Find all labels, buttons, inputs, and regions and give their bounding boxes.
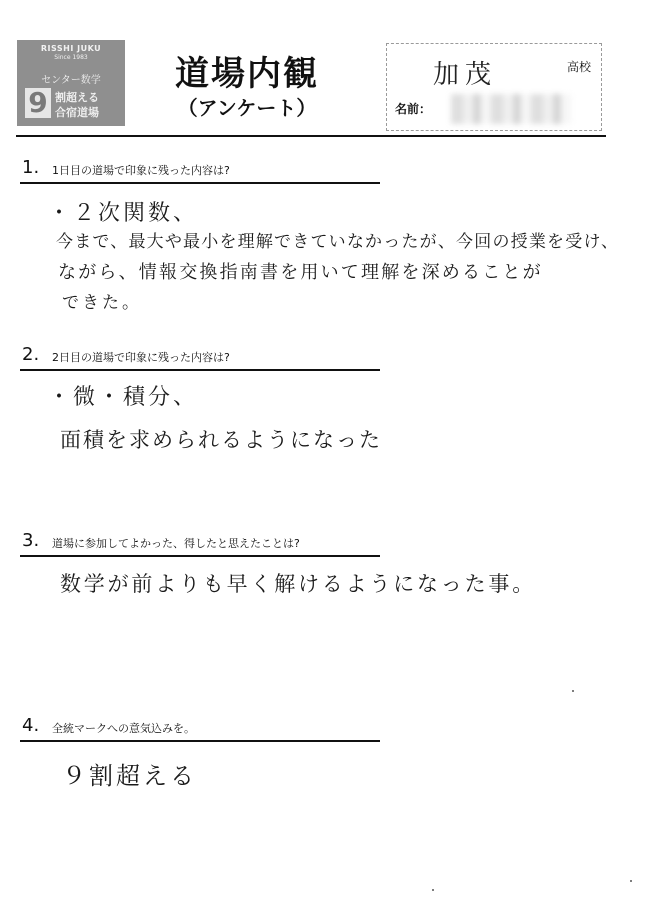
page-subtitle: （アンケート） <box>177 96 317 120</box>
question-number: 3. <box>22 530 40 551</box>
logo-sub-text: センター数学 <box>41 75 101 86</box>
answer-2-line-1: ・微・積分、 <box>48 385 199 410</box>
logo-since-text: Since 1983 <box>54 54 88 61</box>
juku-logo <box>17 40 125 126</box>
scan-speck <box>432 889 434 891</box>
question-rule <box>20 369 380 371</box>
question-rule <box>20 555 380 557</box>
logo-tag-line-2: 合宿道場 <box>55 106 99 119</box>
answer-3-line-1: 数学が前よりも早く解けるようになった事。 <box>60 572 536 596</box>
page-title: 道場内観 <box>175 54 319 94</box>
question-number: 2. <box>22 344 40 365</box>
name-box <box>386 43 602 131</box>
logo-nine-mark: 9 <box>25 88 51 118</box>
logo-tag-line-1: 割超える <box>55 91 99 104</box>
answer-1-line-3: ながら、情報交換指南書を用いて理解を深めることが <box>58 262 543 283</box>
answer-1-line-4: できた。 <box>62 293 142 313</box>
question-rule <box>20 182 380 184</box>
question-text: 2日目の道場で印象に残った内容は? <box>52 351 230 364</box>
question-text: 道場に参加してよかった、得したと思えたことは? <box>52 537 300 550</box>
logo-top-text: RISSHI JUKU <box>40 44 102 53</box>
question-number: 1. <box>22 157 40 178</box>
scan-speck <box>630 880 632 882</box>
answer-1-line-2: 今まで、最大や最小を理解できていなかったが、今回の授業を受け、 <box>56 232 620 252</box>
header-divider <box>16 135 606 137</box>
question-text: 全統マークへの意気込みを。 <box>52 722 195 735</box>
name-label: 名前： <box>395 102 432 116</box>
question-number: 4. <box>22 715 40 736</box>
answer-1-line-1: ・２次関数、 <box>48 201 199 226</box>
redacted-name <box>451 94 571 124</box>
question-text: 1日目の道場で印象に残った内容は? <box>52 164 230 177</box>
question-rule <box>20 740 380 742</box>
answer-2-line-2: 面積を求められるようになった <box>60 428 382 452</box>
answer-4-line-1: ９割超える <box>62 762 197 790</box>
scan-speck <box>572 690 574 692</box>
school-name-handwritten: 加茂 <box>433 60 498 90</box>
school-suffix-label: 高校 <box>566 60 591 74</box>
